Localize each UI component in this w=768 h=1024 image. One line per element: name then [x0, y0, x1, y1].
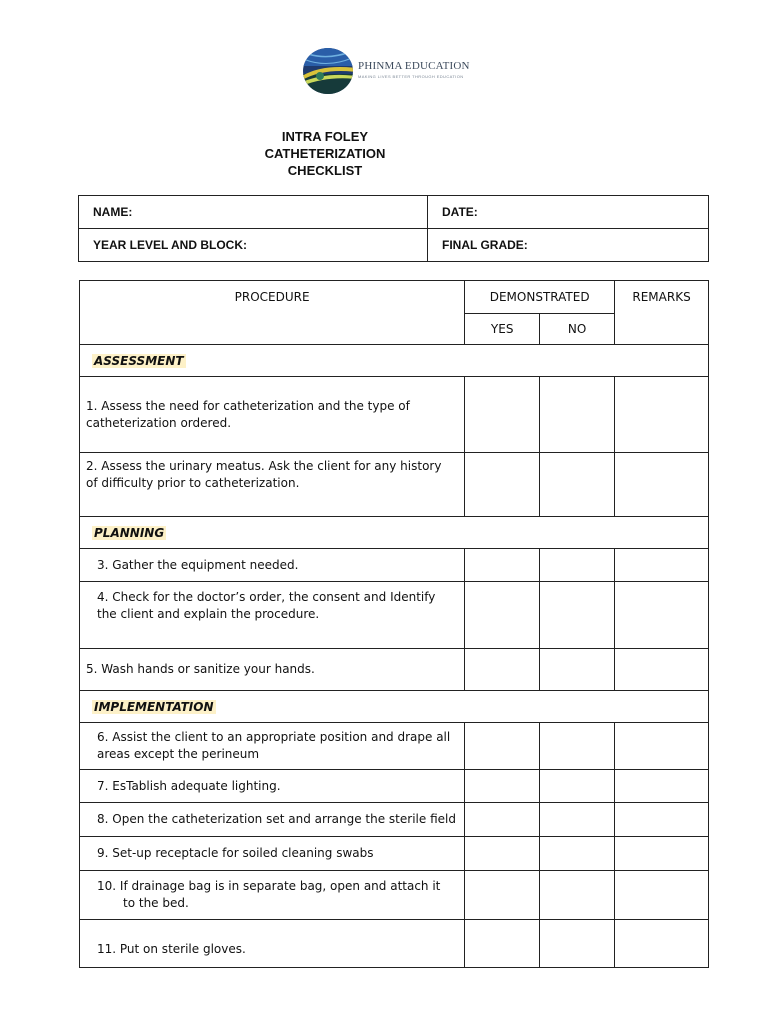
step-10-yes[interactable] — [465, 871, 540, 920]
step-5: 5. Wash hands or sanitize your hands. — [80, 649, 465, 691]
step-7-remarks[interactable] — [615, 770, 709, 803]
step-9: 9. Set-up receptacle for soiled cleaning swabs — [80, 837, 465, 871]
step-4-yes[interactable] — [465, 582, 540, 649]
logo-wordmark: PHINMA EDUCATION — [358, 60, 470, 72]
step-7-no[interactable] — [540, 770, 615, 803]
section-assessment: ASSESSMENT — [80, 345, 709, 377]
student-info-table — [78, 195, 709, 262]
step-7: 7. EsTablish adequate lighting. — [80, 770, 465, 803]
page-title — [200, 128, 450, 179]
table-row — [80, 871, 709, 920]
year-level-field[interactable]: YEAR LEVEL AND BLOCK: — [79, 229, 428, 262]
step-1-yes[interactable] — [465, 377, 540, 453]
section-planning: PLANNING — [80, 517, 709, 549]
table-row — [80, 837, 709, 871]
step-8-remarks[interactable] — [615, 803, 709, 837]
step-8-no[interactable] — [540, 803, 615, 837]
date-field[interactable]: DATE: — [428, 196, 709, 229]
step-6-remarks[interactable] — [615, 723, 709, 770]
title-line-2: CATHETERIZATION — [264, 146, 386, 161]
step-2: 2. Assess the urinary meatus. Ask the client for any history of difficulty prior to catheterization. — [80, 453, 465, 517]
section-row — [80, 345, 709, 377]
step-11-yes[interactable] — [465, 920, 540, 968]
step-4-no[interactable] — [540, 582, 615, 649]
step-3-yes[interactable] — [465, 549, 540, 582]
step-8-yes[interactable] — [465, 803, 540, 837]
step-7-yes[interactable] — [465, 770, 540, 803]
table-row — [80, 377, 709, 453]
step-2-remarks[interactable] — [615, 453, 709, 517]
table-row — [80, 582, 709, 649]
table-row — [80, 803, 709, 837]
title-line-3: CHECKLIST — [287, 163, 363, 178]
table-row — [80, 723, 709, 770]
step-6: 6. Assist the client to an appropriate position and drape all areas except the perineum — [80, 723, 465, 770]
section-implementation: IMPLEMENTATION — [80, 691, 709, 723]
step-1-remarks[interactable] — [615, 377, 709, 453]
step-4: 4. Check for the doctor’s order, the consent and Identify the client and explain the procedure. — [80, 582, 465, 649]
step-8: 8. Open the catheterization set and arrange the sterile field — [80, 803, 465, 837]
final-grade-field[interactable]: FINAL GRADE: — [428, 229, 709, 262]
step-9-remarks[interactable] — [615, 837, 709, 871]
step-1: 1. Assess the need for catheterization and the type of catheterization ordered. — [80, 377, 465, 453]
step-3-remarks[interactable] — [615, 549, 709, 582]
table-row — [80, 453, 709, 517]
checklist-table — [79, 280, 709, 968]
step-11-remarks[interactable] — [615, 920, 709, 968]
step-2-yes[interactable] — [465, 453, 540, 517]
step-5-yes[interactable] — [465, 649, 540, 691]
table-row — [80, 770, 709, 803]
no-header: NO — [540, 314, 615, 345]
step-9-yes[interactable] — [465, 837, 540, 871]
step-3: 3. Gather the equipment needed. — [80, 549, 465, 582]
procedure-header: PROCEDURE — [80, 281, 465, 345]
step-6-yes[interactable] — [465, 723, 540, 770]
step-11: 11. Put on sterile gloves. — [80, 920, 465, 968]
step-1-no[interactable] — [540, 377, 615, 453]
section-row — [80, 517, 709, 549]
step-5-no[interactable] — [540, 649, 615, 691]
globe-logo-icon — [302, 46, 356, 96]
step-11-no[interactable] — [540, 920, 615, 968]
demonstrated-header: DEMONSTRATED — [465, 281, 615, 314]
step-10-line-1: 10. If drainage bag is in separate bag, open and attach it — [97, 879, 441, 893]
logo-tagline: MAKING LIVES BETTER THROUGH EDUCATION — [358, 74, 464, 79]
table-row — [80, 920, 709, 968]
yes-header: YES — [465, 314, 540, 345]
step-10-no[interactable] — [540, 871, 615, 920]
title-line-1: INTRA FOLEY — [281, 129, 369, 144]
section-row — [80, 691, 709, 723]
step-9-no[interactable] — [540, 837, 615, 871]
table-row — [80, 549, 709, 582]
step-10-line-2: to the bed. — [123, 896, 189, 910]
remarks-header: REMARKS — [615, 281, 709, 345]
phinma-logo — [302, 46, 472, 96]
step-10-remarks[interactable] — [615, 871, 709, 920]
step-5-remarks[interactable] — [615, 649, 709, 691]
step-4-remarks[interactable] — [615, 582, 709, 649]
step-3-no[interactable] — [540, 549, 615, 582]
step-6-no[interactable] — [540, 723, 615, 770]
step-10 — [80, 871, 465, 920]
table-row — [80, 649, 709, 691]
name-field[interactable]: NAME: — [79, 196, 428, 229]
step-2-no[interactable] — [540, 453, 615, 517]
